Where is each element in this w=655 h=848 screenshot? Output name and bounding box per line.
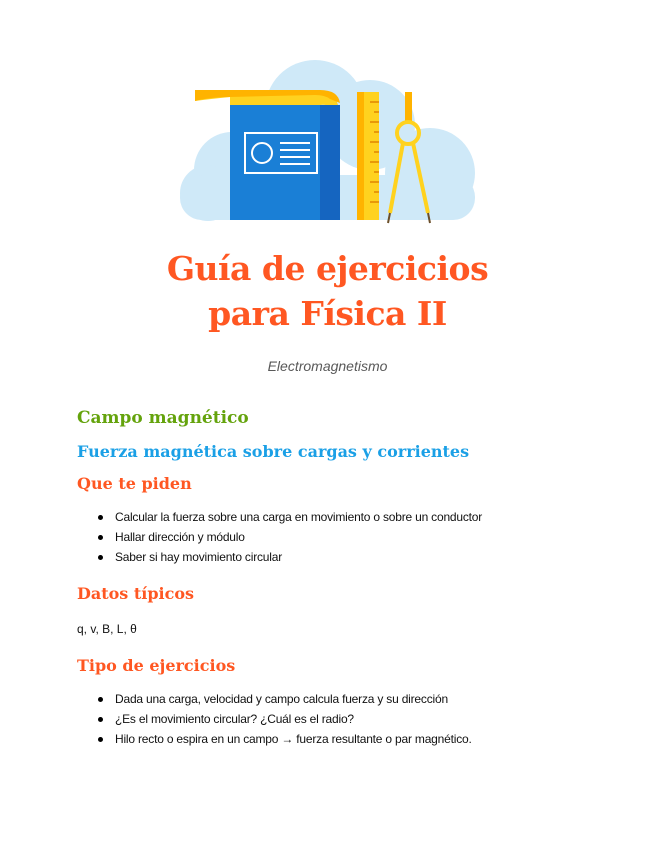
exercise-types-list — [77, 689, 597, 749]
document-subtitle: Electromagnetismo — [267, 358, 388, 374]
topic-heading: Fuerza magnética sobre cargas y corrientes — [77, 442, 470, 461]
list-item: Dada una carga, velocidad y campo calcula fuerza y su dirección — [115, 689, 597, 709]
typical-data-heading: Datos típicos — [77, 584, 195, 603]
header-illustration — [170, 55, 480, 230]
exercise-types-heading: Tipo de ejercicios — [77, 656, 236, 675]
typical-data-text: q, v, B, L, θ — [77, 622, 137, 636]
list-item: Hilo recto o espira en un campo → fuerza resultante o par magnético. — [115, 729, 597, 749]
asked-heading: Que te piden — [77, 474, 192, 493]
book-ruler-compass-icon — [170, 55, 480, 230]
section-heading: Campo magnético — [77, 408, 249, 428]
list-item: Calcular la fuerza sobre una carga en movimiento o sobre un conductor — [115, 507, 597, 527]
list-item: Hallar dirección y módulo — [115, 527, 597, 547]
document-body — [77, 403, 597, 749]
list-item: ¿Es el movimiento circular? ¿Cuál es el radio? — [115, 709, 597, 729]
asked-list — [77, 507, 597, 567]
title-line-1: Guía de ejercicios — [166, 249, 489, 288]
title-line-2: para Física II — [208, 294, 447, 333]
list-item: Saber si hay movimiento circular — [115, 547, 597, 567]
document-title — [0, 246, 655, 336]
